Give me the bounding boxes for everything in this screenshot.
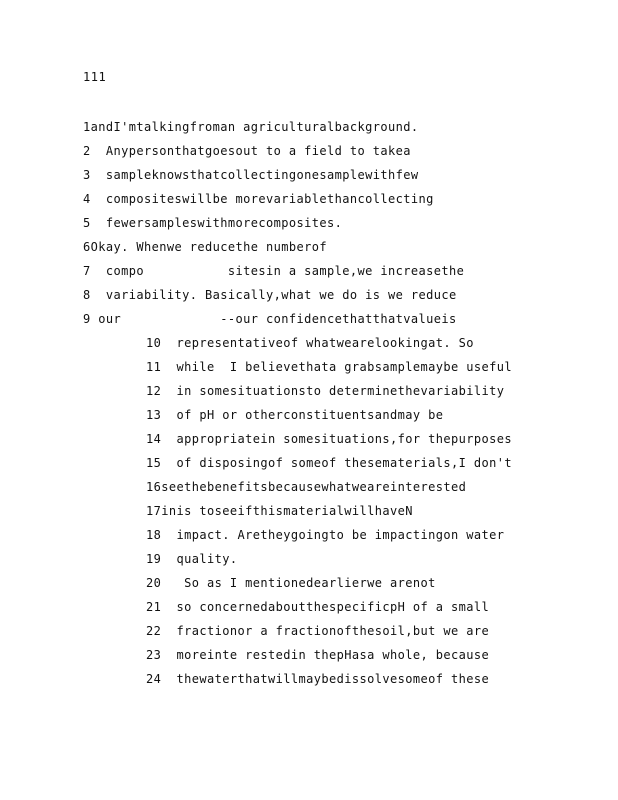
transcript-line-9: 9 our --our confidencethatthatvalueis <box>83 312 457 326</box>
transcript-line-11: 11 while I believethata grabsamplemaybe useful <box>146 360 512 374</box>
transcript-line-3: 3 sampleknowsthatcollectingonesamplewithfew <box>83 168 419 182</box>
transcript-line-10: 10 representativeof whatwearelookingat. So <box>146 336 474 350</box>
transcript-line-23: 23 moreinte restedin thepHasa whole, because <box>146 648 490 662</box>
transcript-line-20: 20 So as I mentionedearlierwe arenot <box>146 576 436 590</box>
transcript-line-17: 17inis toseeifthismaterialwillhaveN <box>146 504 413 518</box>
transcript-line-7: 7 compo sitesin a sample,we increasethe <box>83 264 465 278</box>
transcript-line-5: 5 fewersampleswithmorecomposites. <box>83 216 343 230</box>
transcript-line-8: 8 variability. Basically,what we do is we reduce <box>83 288 457 302</box>
transcript-line-18: 18 impact. Aretheygoingto be impactingon water <box>146 528 505 542</box>
transcript-line-13: 13 of pH or otherconstituentsandmay be <box>146 408 444 422</box>
transcript-line-14: 14 appropriatein somesituations,for thepurposes <box>146 432 512 446</box>
transcript-line-15: 15 of disposingof someof thesematerials,I don't <box>146 456 512 470</box>
transcript-line-1: 1andI'mtalkingfroman agriculturalbackground. <box>83 120 419 134</box>
transcript-line-24: 24 thewaterthatwillmaybedissolvesomeof these <box>146 672 490 686</box>
transcript-line-2: 2 Anypersonthatgoesout to a field to takea <box>83 144 411 158</box>
page-number: 111 <box>83 70 107 84</box>
transcript-line-4: 4 compositeswillbe morevariablethancollecting <box>83 192 434 206</box>
transcript-line-6: 6Okay. Whenwe reducethe numberof <box>83 240 327 254</box>
transcript-line-21: 21 so concernedaboutthespecificpH of a small <box>146 600 490 614</box>
transcript-line-22: 22 fractionor a fractionofthesoil,but we are <box>146 624 490 638</box>
transcript-line-16: 16seethebenefitsbecausewhatweareinterested <box>146 480 467 494</box>
transcript-line-12: 12 in somesituationsto determinethevariability <box>146 384 505 398</box>
transcript-line-19: 19 quality. <box>146 552 238 566</box>
